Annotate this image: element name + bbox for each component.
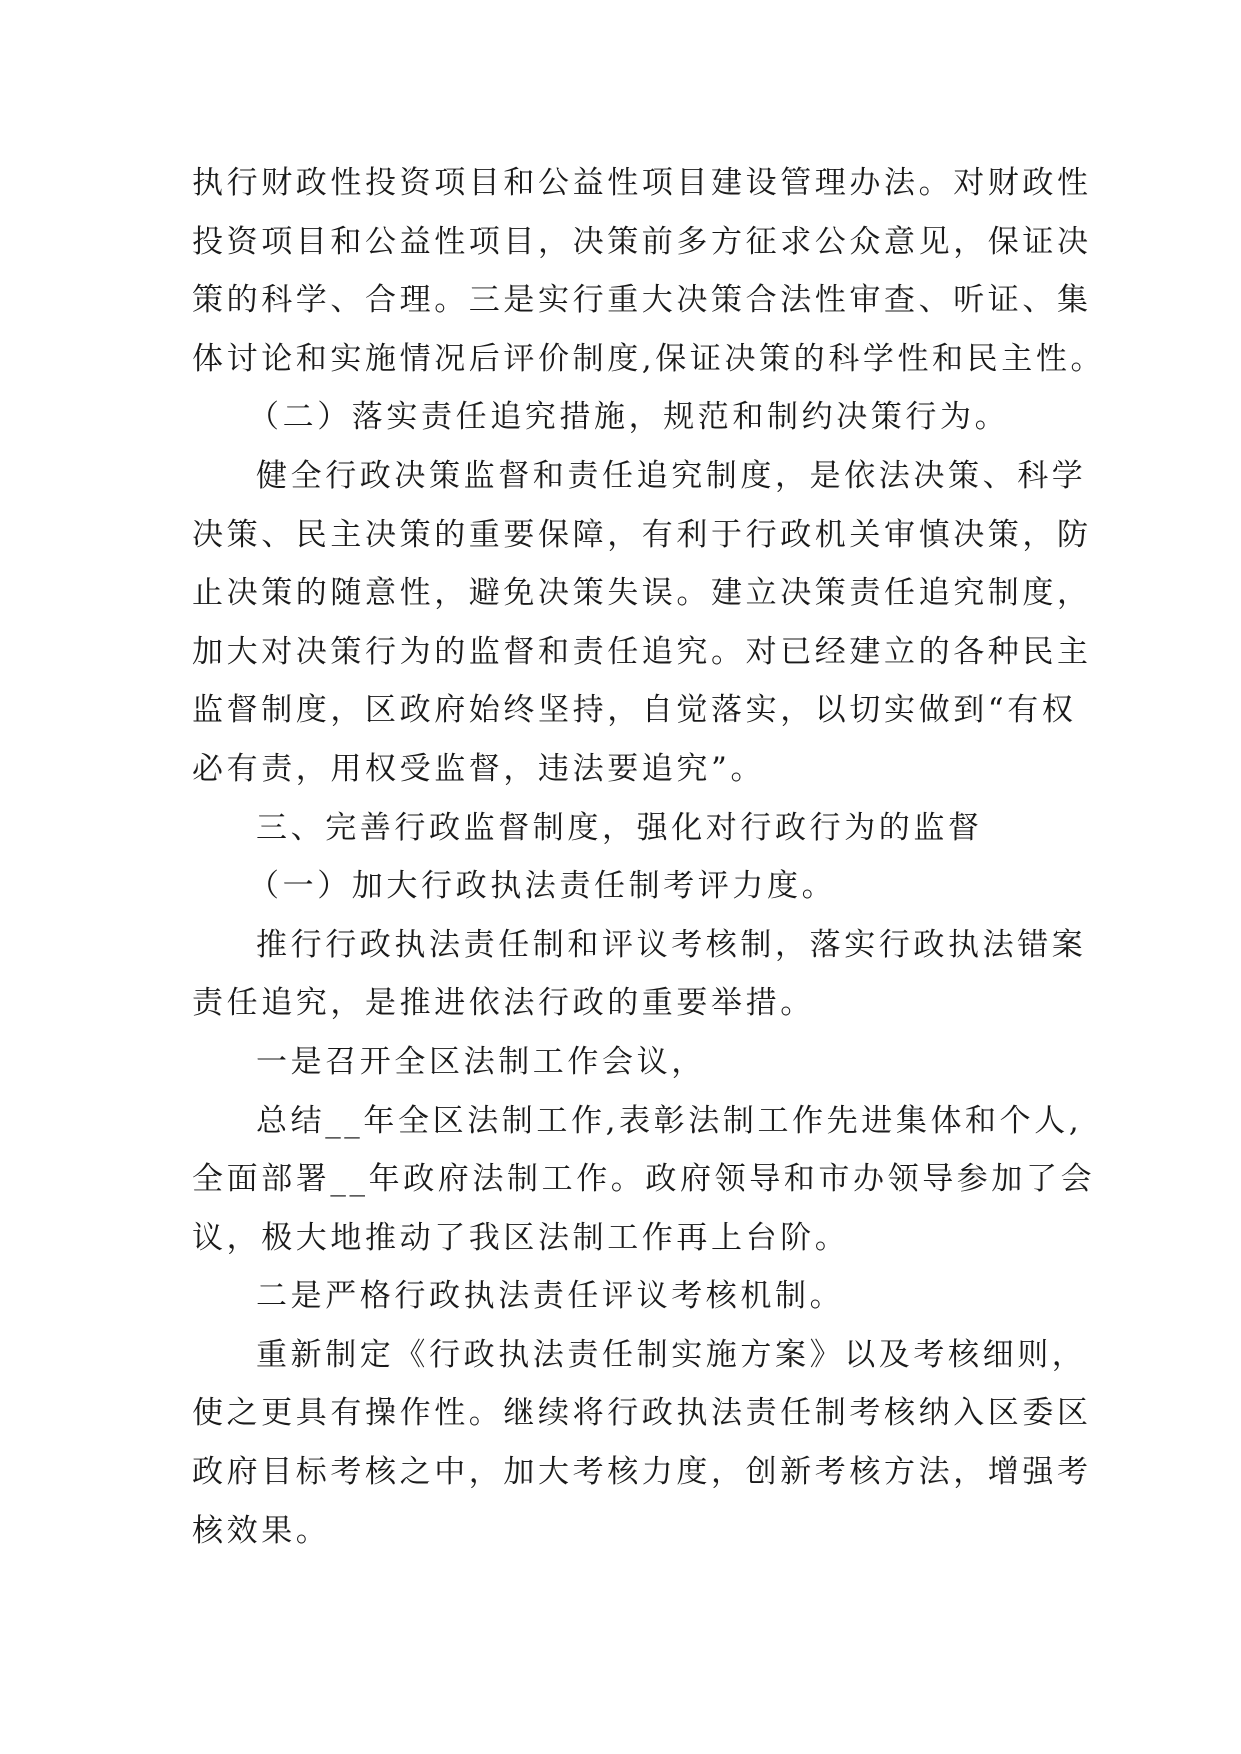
text-line: 使之更具有操作性。继续将行政执法责任制考核纳入区委区 xyxy=(192,1395,1092,1432)
text-line: 健全行政决策监督和责任追究制度，是依法决策、科学 xyxy=(256,457,1087,494)
text-line: 推行行政执法责任制和评议考核制，落实行政执法错案 xyxy=(256,926,1087,963)
text-line: 一是召开全区法制工作会议， xyxy=(256,1043,706,1080)
text-line: 策的科学、合理。三是实行重大决策合法性审查、听证、集 xyxy=(192,282,1092,319)
text-line: （二）落实责任追究措施，规范和制约决策行为。 xyxy=(248,399,1010,436)
text-line: 加大对决策行为的监督和责任追究。对已经建立的各种民主 xyxy=(192,633,1092,670)
text-line: 责任追究，是推进依法行政的重要举措。 xyxy=(192,985,815,1022)
text-line: 议，极大地推动了我区法制工作再上台阶。 xyxy=(192,1219,850,1256)
text-line: 投资项目和公益性项目，决策前多方征求公众意见，保证决 xyxy=(192,223,1092,260)
text-line: 总结__年全区法制工作,表彰法制工作先进集体和个人, xyxy=(256,1102,1083,1139)
text-line: 止决策的随意性，避免决策失误。建立决策责任追究制度， xyxy=(192,575,1092,612)
text-line: 三、完善行政监督制度，强化对行政行为的监督 xyxy=(256,809,983,846)
text-line: 全面部署__年政府法制工作。政府领导和市办领导参加了会 xyxy=(192,1161,1096,1198)
text-line: 重新制定《行政执法责任制实施方案》以及考核细则， xyxy=(256,1336,1087,1373)
text-line: 必有责，用权受监督，违法要追究”。 xyxy=(192,750,766,787)
text-line: 决策、民主决策的重要保障，有利于行政机关审慎决策，防 xyxy=(192,516,1092,553)
text-line: （一）加大行政执法责任制考评力度。 xyxy=(248,868,837,905)
text-line: 监督制度，区政府始终坚持，自觉落实，以切实做到“有权 xyxy=(192,692,1077,729)
text-line: 二是严格行政执法责任评议考核机制。 xyxy=(256,1278,845,1315)
text-line: 核效果。 xyxy=(192,1512,331,1549)
text-line: 执行财政性投资项目和公益性项目建设管理办法。对财政性 xyxy=(192,165,1092,201)
text-line: 体讨论和实施情况后评价制度,保证决策的科学性和民主性。 xyxy=(192,340,1106,377)
text-line: 政府目标考核之中，加大考核力度，创新考核方法，增强考 xyxy=(192,1454,1092,1491)
document-body xyxy=(192,154,1106,1560)
